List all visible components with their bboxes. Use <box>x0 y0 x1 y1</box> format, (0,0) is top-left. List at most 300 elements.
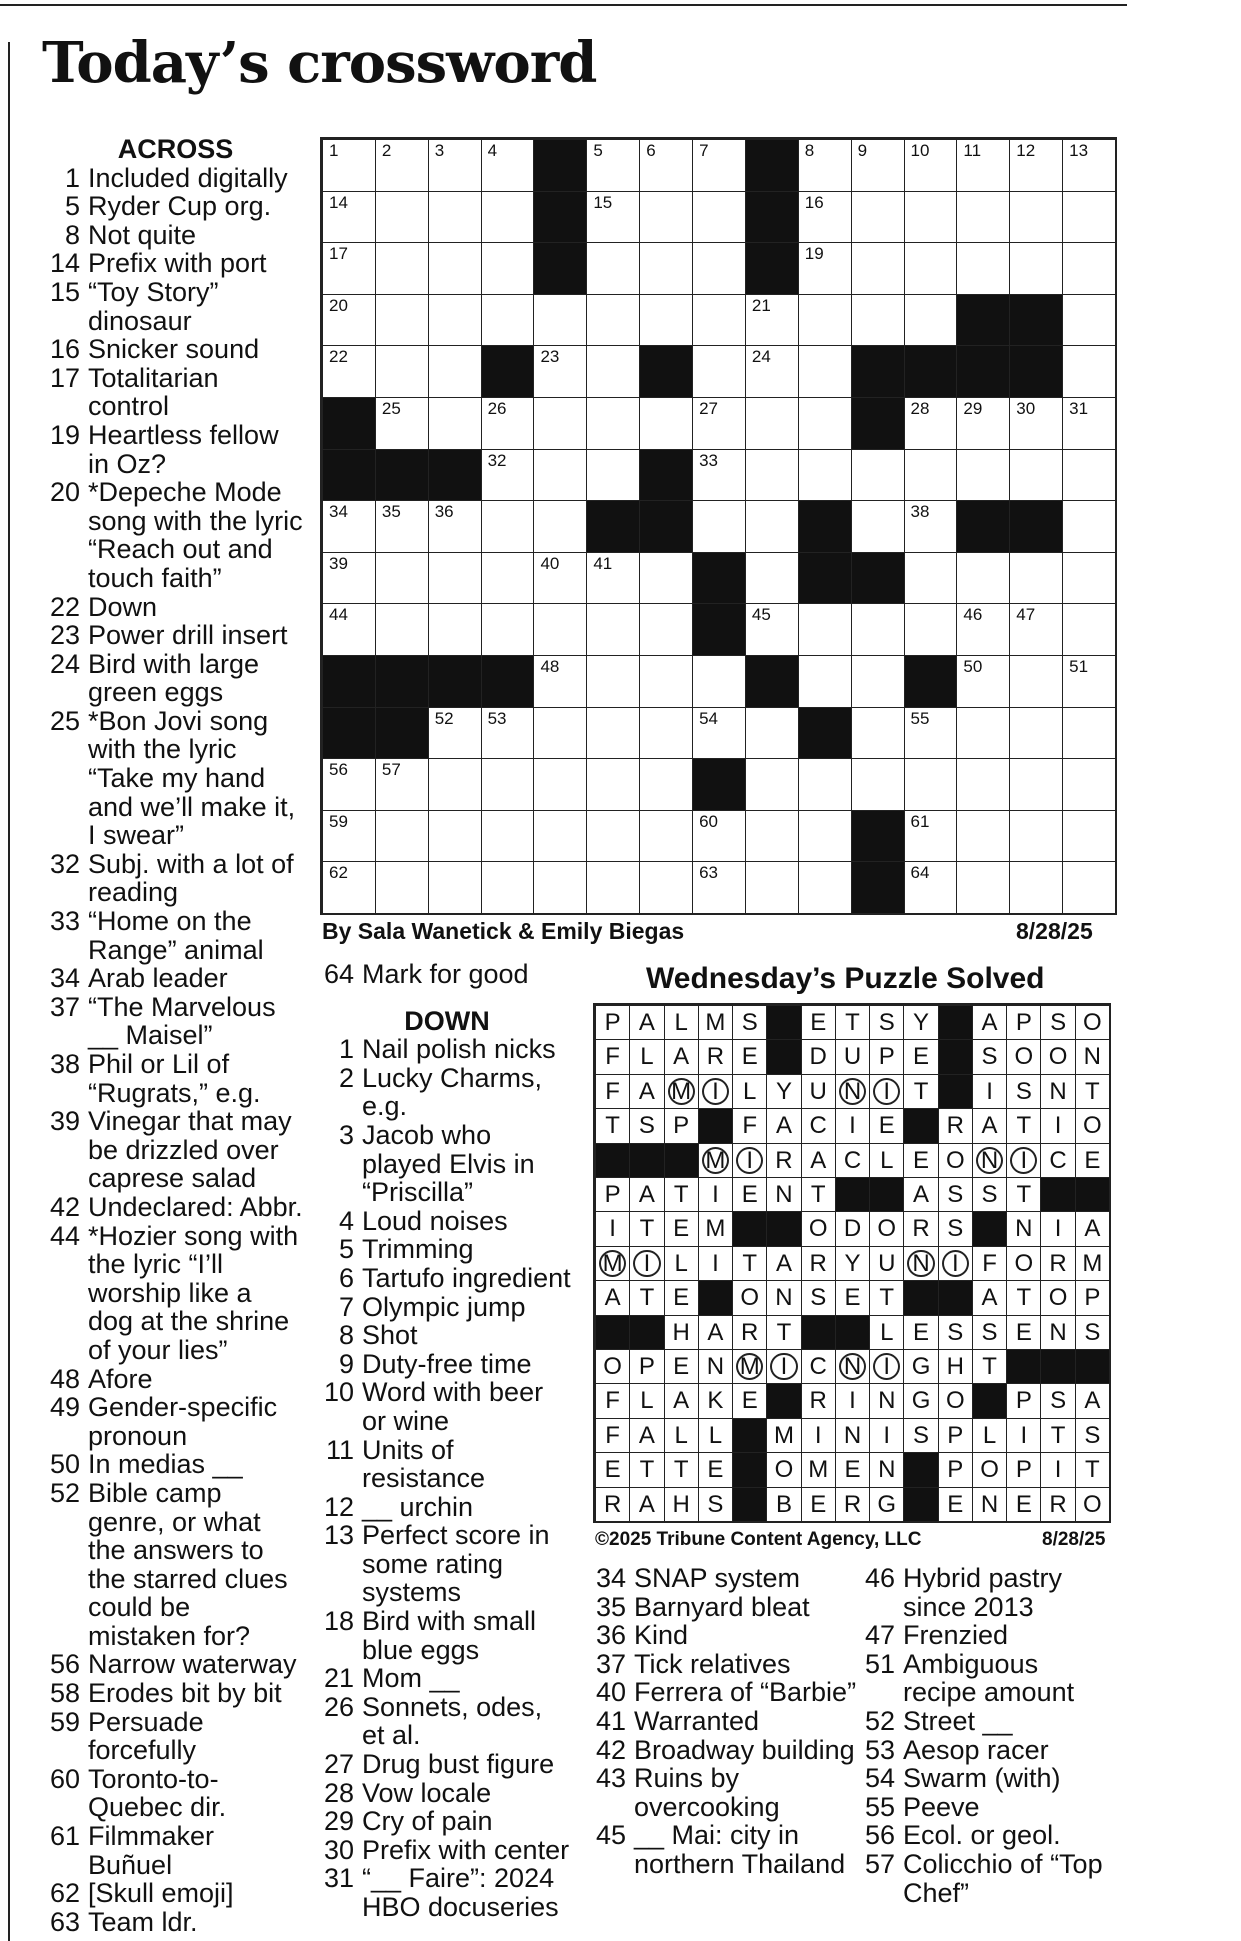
cell-number: 7 <box>699 141 709 160</box>
solution-cell: S <box>972 1039 1007 1074</box>
grid-cell <box>428 603 482 656</box>
grid-cell <box>798 397 852 450</box>
cell-number: 32 <box>487 450 507 470</box>
clue <box>48 593 303 622</box>
cell-number: 29 <box>963 399 983 418</box>
clue-number: 63 <box>49 1906 80 1937</box>
solution-cell: S <box>869 1005 904 1040</box>
top-rule <box>0 4 1127 6</box>
solution-cell: L <box>869 1315 904 1350</box>
circle-marker <box>907 1250 934 1277</box>
clue-text: Kind <box>634 1620 689 1651</box>
solution-cell: I <box>1040 1108 1075 1143</box>
grid-cell <box>586 191 640 244</box>
solution-cell: E <box>732 1039 767 1074</box>
black-square <box>938 1005 973 1040</box>
solution-cell: F <box>595 1383 630 1418</box>
cell-number: 26 <box>487 399 507 418</box>
black-square <box>692 552 746 605</box>
solution-cell: S <box>801 1280 836 1315</box>
circle-marker <box>668 1078 695 1105</box>
clue-number: 35 <box>595 1591 626 1622</box>
grid-cell <box>481 449 535 502</box>
clue-number: 47 <box>864 1620 895 1651</box>
clue-number: 15 <box>49 276 80 307</box>
circle-marker <box>839 1078 866 1105</box>
grid-cell <box>639 139 693 192</box>
black-square <box>851 861 905 914</box>
grid-cell <box>322 500 376 553</box>
cell-number: 15 <box>593 192 613 212</box>
black-square <box>745 191 799 244</box>
grid-cell <box>586 294 640 347</box>
solution-cell: I <box>869 1418 904 1453</box>
clue <box>863 1736 1113 1765</box>
clue <box>48 1107 303 1193</box>
circle-marker <box>839 1353 866 1380</box>
cell-number: 5 <box>593 141 603 160</box>
clue-text: Trimming <box>362 1234 474 1265</box>
grid-cell <box>1062 397 1116 450</box>
clue-text: Narrow waterway <box>88 1649 297 1680</box>
solution-cell: E <box>835 1452 870 1487</box>
clue-number: 29 <box>323 1806 354 1837</box>
solution-cell: A <box>1075 1383 1110 1418</box>
solution-cell: E <box>903 1039 938 1074</box>
solution-cell: R <box>903 1211 938 1246</box>
clue <box>594 1564 859 1593</box>
across-header: ACROSS <box>117 134 234 164</box>
clue <box>48 1193 303 1222</box>
clue <box>322 1836 572 1865</box>
cell-number: 53 <box>487 708 507 728</box>
clue-number: 57 <box>864 1848 895 1879</box>
grid-cell <box>1009 707 1063 760</box>
solution-cell: P <box>595 1005 630 1040</box>
cell-number: 2 <box>381 141 392 160</box>
solution-cell: E <box>801 1005 836 1040</box>
grid-cell <box>1009 191 1063 244</box>
solution-cell: R <box>698 1039 733 1074</box>
clue-number: 50 <box>49 1449 80 1480</box>
grid-cell <box>481 294 535 347</box>
puzzle-date: 8/28/25 <box>1016 918 1093 944</box>
grid-cell <box>639 603 693 656</box>
clue-number: 39 <box>49 1106 80 1137</box>
solution-cell: M <box>766 1418 801 1453</box>
clue-text: Persuade forcefully <box>88 1706 204 1766</box>
clue <box>48 364 303 421</box>
clue <box>48 221 303 250</box>
grid-cell <box>904 191 958 244</box>
black-square <box>375 655 429 708</box>
clue <box>48 192 303 221</box>
black-square <box>732 1418 767 1453</box>
solution-cell: E <box>664 1211 699 1246</box>
solution-cell: N <box>835 1074 870 1109</box>
solution-cell: R <box>1040 1246 1075 1281</box>
black-square <box>972 1211 1007 1246</box>
black-square <box>766 1383 801 1418</box>
grid-cell <box>375 603 429 656</box>
clue <box>48 478 303 592</box>
grid-cell <box>1062 552 1116 605</box>
clue <box>48 621 303 650</box>
clue-text: __ Mai: city in northern Thailand <box>634 1820 846 1879</box>
solution-cell: T <box>1075 1452 1110 1487</box>
grid-cell <box>956 655 1010 708</box>
grid-cell <box>1062 345 1116 398</box>
solution-cell: S <box>903 1418 938 1453</box>
grid-cell <box>1062 191 1116 244</box>
clue-text: Totalitarian control <box>88 362 219 422</box>
grid-cell <box>956 758 1010 811</box>
clue <box>322 1321 572 1350</box>
cell-number: 46 <box>963 605 983 625</box>
clue <box>48 1450 303 1479</box>
grid-cell <box>798 810 852 863</box>
grid-cell <box>1062 139 1116 192</box>
solution-cell: A <box>972 1280 1007 1315</box>
clue <box>594 1593 859 1622</box>
clue-text: Arab leader <box>88 963 228 994</box>
grid-cell <box>798 242 852 295</box>
grid-cell <box>481 810 535 863</box>
cell-number: 22 <box>329 347 348 367</box>
grid-cell <box>481 861 535 914</box>
grid-cell <box>481 139 535 192</box>
black-square <box>745 655 799 708</box>
grid-cell <box>586 655 640 708</box>
clue-text: Colicchio of “Top Chef” <box>903 1848 1103 1908</box>
clue-number: 5 <box>338 1234 354 1265</box>
grid-cell <box>1009 655 1063 708</box>
clue-number: 13 <box>323 1520 354 1551</box>
solution-cell: R <box>801 1383 836 1418</box>
solution-cell: O <box>1040 1039 1075 1074</box>
black-square <box>801 1315 836 1350</box>
solution-cell: E <box>903 1315 938 1350</box>
solution-cell: L <box>629 1039 664 1074</box>
clue <box>48 707 303 850</box>
cell-number: 52 <box>434 708 454 728</box>
clue-number: 2 <box>338 1062 354 1093</box>
solution-cell: E <box>835 1280 870 1315</box>
clue-number: 38 <box>49 1049 80 1079</box>
clue-text: Subj. with a lot of reading <box>88 848 294 908</box>
clue-number: 24 <box>49 648 80 679</box>
black-square <box>903 1280 938 1315</box>
grid-cell <box>1062 655 1116 708</box>
black-square <box>766 1211 801 1246</box>
solution-cell: A <box>1075 1211 1110 1246</box>
black-square <box>938 1074 973 1109</box>
solution-cell: I <box>629 1246 664 1281</box>
grid-cell <box>798 603 852 656</box>
grid-cell <box>586 139 640 192</box>
black-square <box>798 500 852 553</box>
clue <box>48 1708 303 1765</box>
clue-text: Not quite <box>88 219 197 250</box>
grid-cell <box>639 397 693 450</box>
clue-text: [Skull emoji] <box>88 1878 234 1909</box>
grid-cell <box>1062 294 1116 347</box>
cell-number: 6 <box>646 141 656 160</box>
solution-cell: P <box>664 1108 699 1143</box>
clue <box>48 249 303 278</box>
clue-text: Down <box>88 591 158 622</box>
clue-text: Lucky Charms, e.g. <box>362 1062 543 1122</box>
solution-cell: N <box>972 1143 1007 1178</box>
clue-text: Mark for good <box>362 959 529 989</box>
solution-cell: H <box>664 1315 699 1350</box>
clue-text: Broadway building <box>634 1734 855 1765</box>
grid-cell <box>481 191 535 244</box>
cell-number: 60 <box>699 811 718 831</box>
clue-text: Perfect score in some rating systems <box>362 1520 550 1608</box>
grid-cell <box>533 810 587 863</box>
clue-text: Ruins by overcooking <box>634 1763 780 1822</box>
cell-number: 34 <box>329 502 348 522</box>
clue <box>863 1564 1113 1621</box>
black-square <box>322 655 376 708</box>
clue <box>48 1679 303 1708</box>
grid-cell <box>322 345 376 398</box>
clue-number: 1 <box>338 1034 354 1065</box>
cell-number: 20 <box>329 295 348 315</box>
cell-number: 59 <box>329 811 348 831</box>
solution-cell: N <box>903 1246 938 1281</box>
clue-number: 42 <box>49 1191 80 1222</box>
cell-number: 38 <box>910 502 930 522</box>
grid-cell <box>904 294 958 347</box>
clue <box>594 1678 859 1707</box>
clue-number: 48 <box>49 1363 80 1394</box>
solution-cell: T <box>903 1074 938 1109</box>
clue-text: Filmmaker Buñuel <box>88 1821 214 1880</box>
clue-number: 62 <box>49 1878 80 1909</box>
cell-number: 14 <box>329 192 348 212</box>
grid-cell <box>851 449 905 502</box>
solution-cell: T <box>629 1280 664 1315</box>
clue-text: SNAP system <box>634 1563 801 1593</box>
grid-cell <box>428 191 482 244</box>
clue-text: Undeclared: Abbr. <box>88 1191 303 1222</box>
black-square <box>1009 500 1063 553</box>
solution-cell: E <box>732 1383 767 1418</box>
solution-cell: A <box>766 1108 801 1143</box>
grid-cell <box>851 655 905 708</box>
solution-cell: C <box>801 1108 836 1143</box>
black-square <box>322 397 376 450</box>
solution-cell: M <box>698 1211 733 1246</box>
clue-text: Vinegar that may be drizzled over caprese salad <box>88 1106 292 1194</box>
solution-cell: D <box>801 1039 836 1074</box>
solution-cell: H <box>664 1487 699 1522</box>
solution-cell: F <box>732 1108 767 1143</box>
clue-text: Sonnets, odes, et al. <box>362 1691 543 1751</box>
grid-cell <box>745 552 799 605</box>
solution-cell: O <box>1006 1246 1041 1281</box>
solution-cell: I <box>766 1349 801 1384</box>
clue <box>594 1764 859 1821</box>
solution-cell: S <box>972 1177 1007 1212</box>
clue <box>48 1908 303 1937</box>
clue-number: 25 <box>49 705 80 736</box>
solution-cell: M <box>732 1349 767 1384</box>
clue <box>48 1765 303 1822</box>
cell-number: 48 <box>540 657 560 676</box>
grid-cell <box>745 861 799 914</box>
solution-cell: A <box>595 1280 630 1315</box>
cell-number: 57 <box>381 760 401 780</box>
clue <box>48 1365 303 1394</box>
clue-text: Erodes bit by bit <box>88 1678 282 1709</box>
grid-cell <box>586 707 640 760</box>
grid-cell <box>322 861 376 914</box>
grid-cell <box>639 242 693 295</box>
grid-cell <box>481 397 535 450</box>
clue <box>48 650 303 707</box>
cell-number: 13 <box>1069 141 1089 160</box>
grid-cell <box>1062 449 1116 502</box>
black-square <box>639 449 693 502</box>
cell-number: 25 <box>381 399 401 418</box>
solution-cell: S <box>629 1108 664 1143</box>
clue-text: Hybrid pastry since 2013 <box>903 1563 1063 1622</box>
cell-number: 12 <box>1016 141 1036 160</box>
solution-cell: O <box>1075 1487 1110 1522</box>
solution-cell: T <box>629 1452 664 1487</box>
black-square <box>903 1487 938 1522</box>
grid-cell <box>851 139 905 192</box>
black-square <box>322 707 376 760</box>
black-square <box>745 242 799 295</box>
clue-text: Mom __ <box>362 1663 460 1694</box>
grid-cell <box>533 758 587 811</box>
grid-cell <box>956 397 1010 450</box>
grid-cell <box>745 294 799 347</box>
circle-marker <box>736 1147 763 1174</box>
grid-cell <box>586 449 640 502</box>
solution-cell: R <box>938 1108 973 1143</box>
black-square <box>732 1211 767 1246</box>
clue-text: Ferrera of “Barbie” <box>634 1677 857 1708</box>
solution-cell: E <box>595 1452 630 1487</box>
grid-cell <box>904 603 958 656</box>
clue <box>322 1521 572 1607</box>
solution-cell: E <box>1006 1487 1041 1522</box>
grid-cell <box>428 552 482 605</box>
black-square <box>903 1452 938 1487</box>
solution-cell: B <box>766 1487 801 1522</box>
grid-cell <box>533 294 587 347</box>
clue-number: 34 <box>49 963 80 994</box>
solution-cell: F <box>595 1418 630 1453</box>
cell-number: 21 <box>751 295 771 315</box>
clue-text: Afore <box>88 1363 153 1394</box>
grid-cell <box>1009 449 1063 502</box>
grid-cell <box>956 449 1010 502</box>
clue-number: 41 <box>595 1705 626 1736</box>
black-square <box>533 191 587 244</box>
solution-cell: R <box>766 1143 801 1178</box>
clue <box>322 1207 572 1236</box>
black-square <box>1040 1349 1075 1384</box>
page-title: Today’s crossword <box>42 30 597 96</box>
cell-number: 45 <box>751 605 771 625</box>
circle-marker <box>736 1353 763 1380</box>
black-square <box>1009 345 1063 398</box>
grid-cell <box>586 345 640 398</box>
solution-cell: P <box>1006 1383 1041 1418</box>
black-square <box>629 1315 664 1350</box>
black-square <box>745 139 799 192</box>
solution-cell: A <box>629 1487 664 1522</box>
solution-cell: S <box>1075 1418 1110 1453</box>
black-square <box>766 1039 801 1074</box>
clue <box>863 1764 1113 1793</box>
clue <box>322 960 572 989</box>
grid-cell <box>798 345 852 398</box>
solution-cell: O <box>1040 1280 1075 1315</box>
clue-number: 18 <box>323 1606 354 1637</box>
clue-number: 23 <box>49 620 80 651</box>
solution-cell: O <box>801 1211 836 1246</box>
clue-text: Phil or Lil of “Rugrats,” e.g. <box>88 1049 261 1108</box>
solution-title: Wednesday’s Puzzle Solved <box>646 962 1045 995</box>
solution-cell: E <box>664 1280 699 1315</box>
grid-cell <box>956 191 1010 244</box>
clue <box>863 1793 1113 1822</box>
clue-number: 22 <box>49 591 80 622</box>
clue <box>863 1850 1113 1907</box>
cell-number: 39 <box>329 553 348 573</box>
clue-number: 4 <box>338 1205 354 1236</box>
grid-cell <box>533 397 587 450</box>
grid-cell <box>375 139 429 192</box>
solution-cell: S <box>938 1177 973 1212</box>
solution-cell: N <box>766 1280 801 1315</box>
solution-cell: L <box>732 1074 767 1109</box>
grid-cell <box>375 810 429 863</box>
black-square <box>972 1383 1007 1418</box>
clue-text: Nail polish nicks <box>362 1034 556 1065</box>
grid-cell <box>745 707 799 760</box>
clue-text: Included digitally <box>88 162 288 193</box>
grid-cell <box>745 758 799 811</box>
cell-number: 47 <box>1016 605 1036 625</box>
grid-cell <box>956 552 1010 605</box>
solution-cell: S <box>698 1487 733 1522</box>
grid-cell <box>904 449 958 502</box>
solution-cell: R <box>595 1487 630 1522</box>
grid-cell <box>375 242 429 295</box>
solution-cell: O <box>595 1349 630 1384</box>
clue <box>322 1264 572 1293</box>
black-square <box>956 345 1010 398</box>
clue <box>48 1879 303 1908</box>
black-square <box>375 449 429 502</box>
copyright: ©2025 Tribune Content Agency, LLC <box>595 1529 922 1550</box>
solution-cell: T <box>1006 1177 1041 1212</box>
solution-cell: L <box>664 1005 699 1040</box>
black-square <box>639 345 693 398</box>
solution-cell: A <box>629 1074 664 1109</box>
grid-cell <box>428 139 482 192</box>
clue-number: 43 <box>595 1763 626 1794</box>
grid-cell <box>481 758 535 811</box>
